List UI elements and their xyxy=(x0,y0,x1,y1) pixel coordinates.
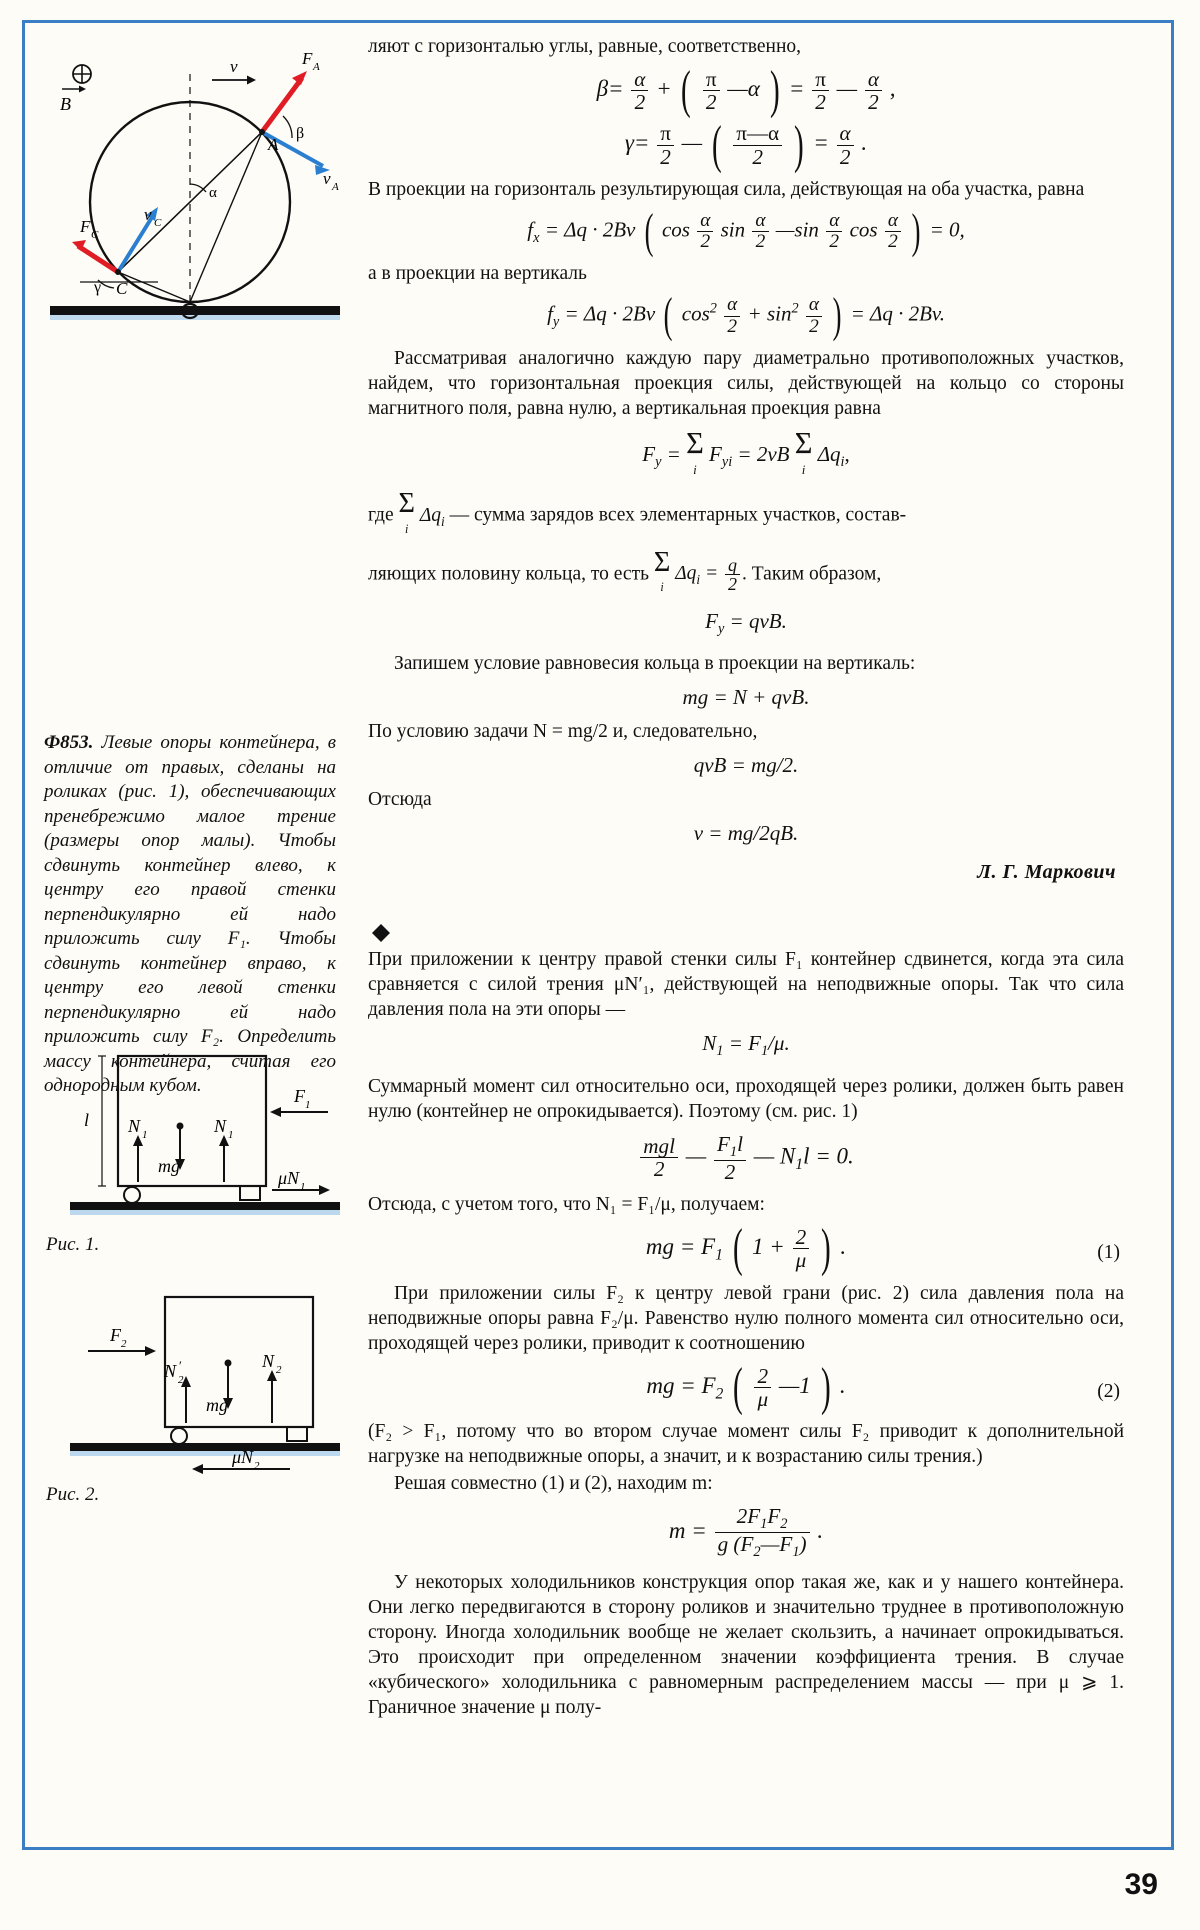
formula-v-result: v = mg/2qB. xyxy=(693,821,799,846)
paragraph-7: Запишем условие равновесия кольца в проекции на вертикаль: xyxy=(394,653,916,675)
solution-paragraph-1: При приложении к центру правой стенки силы F₁ контейнер сдвинется, когда эта сила сравняется с силой трения μN′₁, действующей на неподвижные опоры. Так что сила давления пола на эти опоры — xyxy=(368,949,1124,1021)
label-beta: β xyxy=(296,125,305,142)
formula-eq2: mg = $F_2$ ( $\frac{2}{\mu}$ —1 ) . xyxy=(646,1357,846,1416)
paragraph-3: а в проекции на вертикаль xyxy=(368,263,587,285)
paragraph-5: где Σ i $\Delta q_i$ — сумма зарядов всех элементарных участков, состав- xyxy=(368,488,907,536)
paragraph-1: ляют с горизонталью углы, равные, соответственно, xyxy=(368,36,802,57)
label-C: C xyxy=(116,279,128,298)
label-N2: N xyxy=(262,1351,275,1371)
right-column xyxy=(368,34,1124,1804)
problem-body: Левые опоры контейнера, в отличие от правых, сделаны на роликах (рис. 1), обеспечивающих пренебрежимо малое трение (размеры опор малы). Чтобы сдвинуть контейнер влево, к центру его правой стенки перпендикулярно ей надо приложить силу F₁. Чтобы сдвинуть контейнер вправо, к центру его левой стенки перпендикулярно ей надо приложить силу F₂. Определить массу контейнера, считая его однородным кубом. xyxy=(44,732,336,1096)
svg-text:2: 2 xyxy=(276,1364,282,1376)
paragraph-4: Рассматривая аналогично каждую пару диаметрально противоположных участков, найдем, что горизонтальная проекция силы, действующей на кольцо со стороны магнитного поля, равна нулю, а вертикальная проекция равна xyxy=(368,347,1124,419)
svg-text:′: ′ xyxy=(179,1358,182,1373)
svg-text:1: 1 xyxy=(305,1099,311,1111)
formula-fx: $f_x = \Delta q \cdot 2Bv$ ( cos $\frac{\alpha}{2}$ sin $\frac{\alpha}{2}$ —sin $\frac{\alpha}{2}$ cos $\frac{\alpha}{2}$ ) = 0, xyxy=(527,204,965,258)
label-vA: v xyxy=(323,169,331,188)
paragraph-6-pre: ляющих половину кольца, то есть xyxy=(368,563,649,585)
label-v: v xyxy=(230,57,238,76)
svg-text:2: 2 xyxy=(121,1338,127,1350)
paragraph-5-pre: где xyxy=(368,504,394,526)
paragraph-8: По условию задачи N = mg/2 и, следовательно, xyxy=(368,721,758,743)
label-N1-left: N xyxy=(128,1116,141,1136)
figure-1-caption: Рис. 1. xyxy=(46,1234,100,1255)
svg-text:A: A xyxy=(313,61,320,73)
label-mg-2: mg xyxy=(206,1395,228,1415)
label-FA: F xyxy=(302,49,313,68)
formula-gamma: γ= $\frac{\pi}{2}$ — ( $\frac{\pi—\alpha}{2}$ ) = $\frac{\alpha}{2}$ . xyxy=(624,115,868,174)
solution-paragraph-6: Решая совместно (1) и (2), находим m: xyxy=(394,1472,713,1494)
label-gamma: γ xyxy=(94,279,102,296)
formula-eq1: mg = $F_1$ ( 1 + $\frac{2}{\mu}$ ) . xyxy=(645,1219,847,1278)
ring-vector-figure xyxy=(40,34,340,334)
label-muN2: μN xyxy=(232,1447,254,1467)
label-muN1: μN xyxy=(278,1168,300,1188)
solution-paragraph-3: Отсюда, с учетом того, что N₁ = F₁/μ, получаем: xyxy=(368,1194,765,1216)
label-vC: v xyxy=(144,205,152,224)
formula-FyqvB: $F_y$ = qvB. xyxy=(705,609,787,638)
solution-paragraph-5: (F₂ > F₁, потому что во втором случае момент силы F₂ приводит к дополнительной нагрузке на неподвижные опоры, а значит, и к возрастанию силы трения.) xyxy=(368,1420,1124,1467)
label-alpha: α xyxy=(209,185,217,201)
formula-moment: $\frac{\text{mgl}}{2}$ — $\frac{F_1l}{2}$ — $N_1l = 0$. xyxy=(368,1133,1124,1184)
equation-number-2: (2) xyxy=(1097,1380,1120,1402)
equation-number-1: (1) xyxy=(1097,1242,1120,1264)
problem-number: Ф853. xyxy=(44,732,94,753)
paragraph-6-post: . Таким образом, xyxy=(741,563,882,585)
label-F1: F xyxy=(294,1086,305,1106)
formula-mg-N-qvB: mg = N + qvB. xyxy=(682,685,810,710)
svg-text:1: 1 xyxy=(300,1181,306,1193)
formula-m-result: m = $\frac{2F_1F_2}{g (F_2—F_1)}$ . xyxy=(668,1503,824,1561)
svg-text:1: 1 xyxy=(142,1129,148,1141)
label-B: B xyxy=(60,94,71,114)
formula-beta: β= $\frac{\alpha}{2}$ + ( $\frac{\pi}{2}$ —α ) = $\frac{\pi}{2}$ — $\frac{\alpha}{2}$ , xyxy=(596,61,896,120)
formula-N1: $N_1 = F_1/\mu$. xyxy=(702,1031,790,1060)
figure-2-caption: Рис. 2. xyxy=(46,1484,100,1505)
solution-paragraph-7: У некоторых холодильников конструкция опор такая же, как и у нашего контейнера. Они легко передвигаются в сторону роликов и значительно труднее в противоположную сторону. Иногда холодильник вообще не желает скользить, а начинает опрокидываться. Это происходит при определенном значении коэффициента трения. В случае «кубического» холодильника с равномерным распределением массы — при μ ⩾ 1. Граничное значение μ полу- xyxy=(368,1571,1124,1718)
solution-paragraph-4: При приложении силы F₂ к центру левой грани (рис. 2) сила давления пола на неподвижные опоры равна F₂/μ. Равенство нулю полного момента сил относительно оси, проходящей через ролики, приводит к соотношению xyxy=(368,1282,1124,1354)
section-diamond-icon xyxy=(372,915,390,933)
figure-2 xyxy=(40,1279,340,1479)
paragraph-6: ляющих половину кольца, то есть Σ i $\Delta q_i$ = $\frac{q}{2}$ . Таким образом, xyxy=(368,546,882,595)
svg-text:1: 1 xyxy=(228,1129,234,1141)
label-mg-1: mg xyxy=(158,1156,180,1176)
formula-qvB: qvB = mg/2. xyxy=(693,753,799,778)
author-signature: Л. Г. Маркович xyxy=(977,861,1116,884)
svg-text:2: 2 xyxy=(254,1460,260,1472)
label-FC: F xyxy=(80,217,91,236)
label-N1-right: N xyxy=(214,1116,227,1136)
svg-text:A: A xyxy=(332,181,339,193)
label-F2: F xyxy=(110,1325,121,1345)
formula-Fy-sum: $F_y$ = Σ i $F_{yi} = 2vB$ Σ i $\Delta q_i$, xyxy=(642,425,850,478)
page-number: 39 xyxy=(1124,1868,1158,1901)
paragraph-9: Отсюда xyxy=(368,789,432,811)
formula-fy: $f_y = \Delta q \cdot 2Bv$ ( $\cos^2$ $\frac{\alpha}{2}$ + $\sin^2$ $\frac{\alpha}{2}$ ) = Δq · 2Bv. xyxy=(547,289,945,343)
svg-text:C: C xyxy=(91,229,99,241)
label-l: l xyxy=(84,1110,90,1130)
svg-text:2: 2 xyxy=(178,1374,184,1386)
figure-1 xyxy=(40,1034,340,1224)
solution-paragraph-2: Суммарный момент сил относительно оси, проходящей через ролики, должен быть равен нулю (контейнер не опрокидывается). Поэтому (см. рис. 1) xyxy=(368,1075,1124,1122)
label-A: A xyxy=(268,135,279,154)
left-column xyxy=(40,34,340,1804)
paragraph-2: В проекции на горизонталь результирующая сила, действующая на оба участка, равна xyxy=(368,178,1085,200)
paragraph-5-post: — сумма зарядов всех элементарных участков, состав- xyxy=(449,504,907,526)
svg-text:C: C xyxy=(154,217,162,229)
label-N2-prime: N xyxy=(164,1361,177,1381)
